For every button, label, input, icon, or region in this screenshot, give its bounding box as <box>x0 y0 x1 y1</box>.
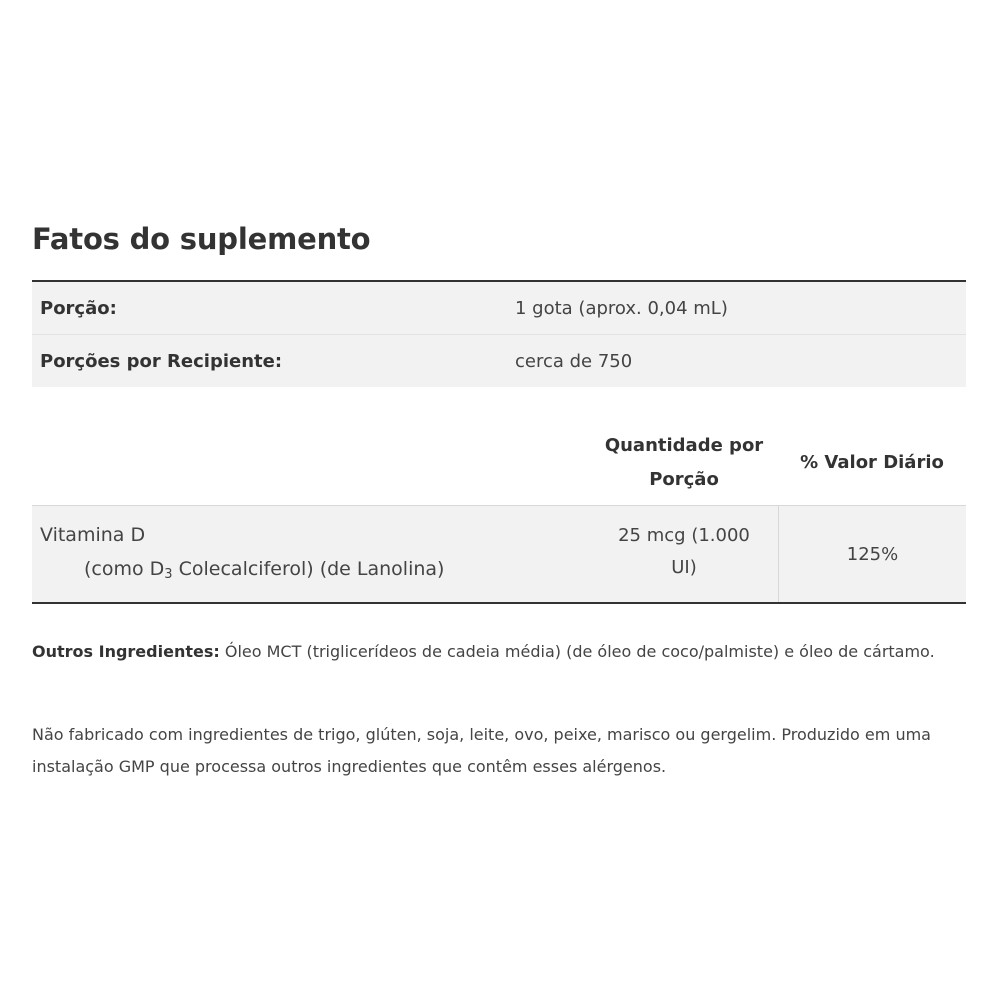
nutrient-detail-suffix: Colecalciferol) (de Lanolina) <box>172 558 445 580</box>
nutrient-detail <box>40 552 590 592</box>
table-row <box>32 506 966 604</box>
daily-value-cell <box>778 506 966 602</box>
servings-per-container-row <box>32 335 966 387</box>
serving-size-label: Porção: <box>40 297 117 319</box>
serving-size-row <box>32 282 966 335</box>
header-amount-per-serving <box>590 429 778 497</box>
other-ingredients-label: Outros Ingredientes: <box>32 642 220 661</box>
nutrient-table-header <box>32 420 966 506</box>
amount-cell <box>590 506 778 602</box>
servings-per-container-label: Porções por Recipiente: <box>40 350 283 372</box>
serving-size-value: 1 gota (aprox. 0,04 mL) <box>515 297 728 319</box>
other-ingredients <box>32 636 972 668</box>
nutrient-name: Vitamina D <box>40 524 146 546</box>
nutrient-detail-prefix: (como D <box>84 558 165 580</box>
page-title: Fatos do suplemento <box>32 222 371 256</box>
nutrient-table <box>32 420 966 604</box>
amount-line2: UI) <box>671 557 697 578</box>
amount-line1: 25 mcg (1.000 <box>618 525 750 546</box>
header-amount-line2: Porção <box>649 468 719 490</box>
other-ingredients-text: Óleo MCT (triglicerídeos de cadeia média) (de óleo de coco/palmiste) e óleo de cártamo. <box>219 642 935 661</box>
allergen-notice: Não fabricado com ingredientes de trigo, glúten, soja, leite, ovo, peixe, marisco ou gergelim. Produzido em uma instalação GMP que processa outros ingredientes que contêm esses alérgenos. <box>32 725 931 776</box>
serving-info-table <box>32 280 966 387</box>
nutrient-detail-subscript: 3 <box>164 567 173 582</box>
daily-value: 125% <box>846 543 899 565</box>
servings-per-container-value: cerca de 750 <box>515 350 633 372</box>
nutrient-name-cell <box>32 506 590 602</box>
header-daily-value: % Valor Diário <box>800 452 944 473</box>
header-amount-line1: Quantidade por <box>604 434 764 456</box>
